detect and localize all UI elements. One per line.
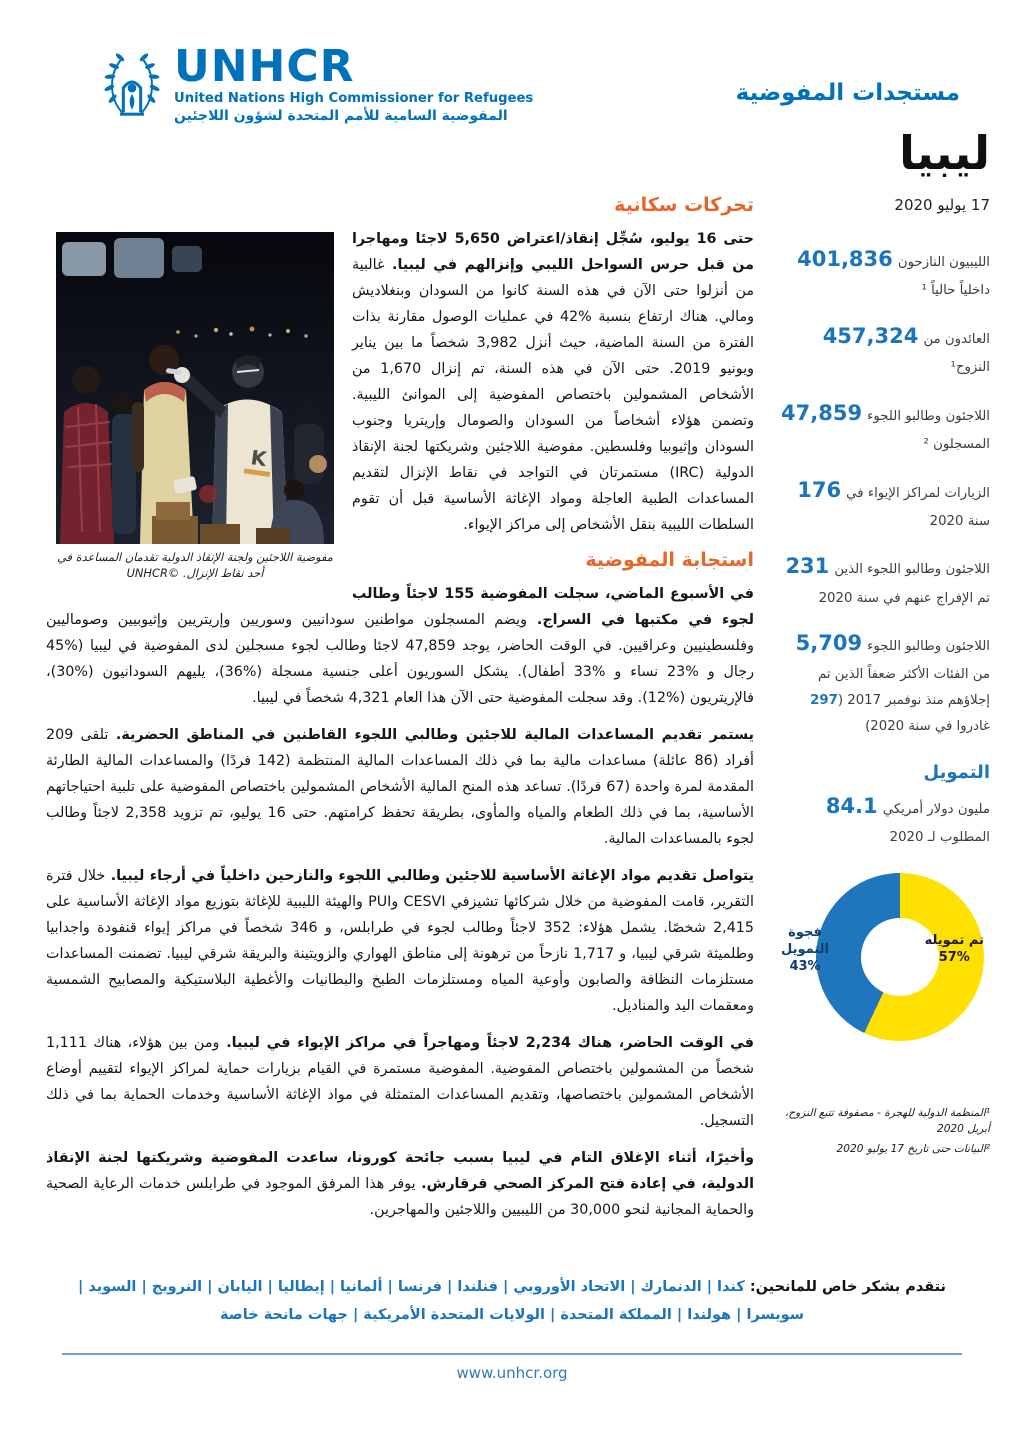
stat-value: 457,324 (822, 323, 919, 348)
footnote-2: ²البيانات حتى تاريخ 17 يوليو 2020 (836, 1142, 990, 1155)
stat-label: اللاجئون وطالبو اللجوء المسجلون ² (867, 408, 990, 452)
paragraph-body: غالبية من أنزلوا حتى الآن في هذه السنة كانوا من السودان وبنغلاديش ومالي. هناك ارتفاع بنسبة %42 في عمليات الوصول مقارنة بذات الفترة من السنة الماضية، حيث أنزل 3,982 شخصاً ما بين يناير ويونيو 2019. حتى الآن في هذه السنة، تم إنزال 1,670 من الأشخاص المشمولين باختصاص المفوضية إلى الموانئ الليبية. وتضمن هؤلاء أشخاصاً من السودان والصومال وإريتريا وجنوب السودان وإثيوبيا وفلسطين. مفوضية اللاجئين وشريكتها لجنة الإنقاذ الدولية (IRC) مستمرتان في التواجد في نقاط الإنزال لتقديم المساعدات الطبية العاجلة ومواد الإغاثة الأساسية قبل أن تقوم السلطات الليبية بنقل الأشخاص إلى مراكز الإيواء. (352, 256, 755, 533)
paragraph-body: تلقى 209 أفراد (86 عائلة) مساعدات مالية بما في ذلك المساعدات المالية المنتظمة (142 فردًا) والمساعدات المالية الطارئة المقدمة لمرة واحدة (67 فردًا). تساعد هذه المنح المالية الأشخاص المشمولين باختصاص المفوضية على تلبية احتياجاتهم الأساسية، بما في ذلك الطعام والمياه والمأوى، بطريقة تحفظ كرامتهم. حتى 16 يوليو، تم تزويد 2,358 لاجئاً وطالب لجوء بالمساعدات المالية. (46, 726, 754, 847)
stat-returnees (780, 319, 990, 379)
funding-amount-value: 84.1 (825, 794, 878, 819)
section-heading-population-movements: تحركات سكانية (614, 193, 754, 216)
logo-text-block (174, 41, 534, 124)
stat-value: 401,836 (797, 246, 893, 271)
logo-subtitle-en: United Nations High Commissioner for Refugees (174, 90, 534, 106)
section-heading-unhcr-response: استجابة المفوضية (585, 548, 754, 571)
unhcr-logotype: UNHCR (174, 41, 355, 92)
paragraph-body: يوفر هذا المرفق الموجود في طرابلس خدمات الرعاية الصحية والحماية المجانية لنحو 30,000 من الليبيين واللاجئين والمهاجرين. (46, 1175, 754, 1218)
donors-list: كندا | الدنمارك | الاتحاد الأوروبي | فنلندا | فرنسا | ألمانيا | إيطاليا | اليابان | النرويج | السويد | سويسرا | هولندا | المملكة المتحدة | الولايات المتحدة الأمريكية | جهات مانحة خاصة (77, 1279, 805, 1323)
footer (0, 1274, 1024, 1382)
paragraph-lead: في الوقت الحاضر، هناك 2,234 لاجئاً ومهاجراً في مراكز الإيواء في ليبيا. (226, 1034, 754, 1051)
stat-label: الزيارات لمراكز الإيواء في سنة 2020 (846, 485, 990, 529)
stat-value: 5,709 (795, 631, 863, 656)
footer-divider (62, 1353, 962, 1355)
paragraph-detention-centres (46, 1030, 754, 1134)
funding-section (780, 762, 990, 1157)
header (0, 0, 1024, 124)
funded-percent: 57% (938, 949, 970, 965)
funded-label: تم تمويله (924, 933, 984, 949)
svg-text:K: K (249, 444, 268, 471)
stat-label: العائدون من النزوح¹ (923, 331, 990, 375)
stat-released (780, 549, 990, 609)
funding-amount (780, 789, 990, 849)
gap-label: فجوة التمويل (781, 925, 829, 957)
paragraph-body: ويضم المسجلون مواطنين سودانيين وسوريين وإريتريين وإثيوبيين وصوماليين وفلسطينيين وعراقيين. في الوقت الحاضر، يوجد 47,859 لاجئا وطالب لجوء مسجلين لدى المفوضية في ليبيا (%45 رجال و %23 نساء و %33 أطفال). يشكل السوريون أعلى جنسية مسجلة (%36)، يليهم السودانيون (%30)، فالإريتريون (%12). وقد سجلت المفوضية حتى الآن هذا العام 4,321 شخصاً في ليبيا. (46, 611, 755, 706)
photo-figure (56, 232, 334, 582)
donors-block (52, 1274, 972, 1329)
stat-label: اللاجئون وطالبو اللجوء الذين تم الإفراج عنهم في سنة 2020 (818, 562, 990, 606)
donut-label-gap (778, 925, 832, 976)
donors-intro: نتقدم بشكر خاص للمانحين: (749, 1279, 947, 1295)
stat-evacuated (780, 626, 990, 738)
funding-heading: التمويل (923, 762, 990, 784)
paragraph-body: خلال فترة التقرير، قامت المفوضية من خلال شركائها تشيزفي CESVI وPUI والهيئة الليبية للإغاثة بتوزيع مواد الإغاثة الأساسية على 2,415 شخصًا. يشمل هؤلاء: 352 لاجئاً وطالب لجوء في طرابلس، و 346 شخصاً في مراكز إيواء قنفودة واجدابيا وطلميثة شرقي ليبيا، و 1,717 نازحاً من ترهونة إلى مناطق الهواري والزويتينة والبريقة شرقي ليبيا. تضمنت المساعدات مستلزمات النظافة والصابون وأوعية المياه ومستلزمات الطبخ والبطانيات والأغطية البلاستيكية والمصابيح الشمسية ومعقمات اليد والمناديل. (46, 867, 755, 1014)
unhcr-logo (102, 41, 534, 124)
stat-label-part: غادروا في سنة 2020) (865, 719, 990, 735)
footnote-1: ¹المنظمة الدولية للهجرة - مصفوفة تتبع النزوح، أبريل 2020 (784, 1107, 990, 1136)
paragraph-registration (46, 581, 754, 711)
content-columns (0, 124, 1024, 1234)
paragraph-lead: في الأسبوع الماضي، سجلت المفوضية 155 لاجئاً وطالب لجوء في مكتبها في السراج. (352, 585, 754, 628)
paragraph-lead: يتواصل تقديم مواد الإغاثة الأساسية للاجئين وطالبي اللجوء والنازحين داخلياً في أرجاء ليبيا. (110, 867, 754, 884)
stat-value: 176 (797, 477, 842, 502)
page-date: 17 يوليو 2020 (894, 195, 990, 214)
website-link[interactable]: www.unhcr.org (456, 1364, 568, 1383)
funding-donut-chart (781, 873, 984, 1041)
photo-caption: مفوضية اللاجئين ولجنة الإنقاذ الدولية تقدمان المساعدة في أحد نقاط الإنزال. ©UNHCR (57, 549, 333, 581)
doc-type-title: مستجدات المفوضية (735, 80, 960, 106)
paragraph-cash-assistance (46, 722, 754, 852)
funding-amount-desc: مليون دولار أمريكي المطلوب لـ 2020 (882, 802, 990, 846)
stat-highlight: 297 (810, 693, 838, 709)
donut-label-funded (925, 933, 984, 967)
unhcr-emblem-icon (102, 46, 162, 122)
paragraph-body: ومن بين هؤلاء، هناك 1,111 شخصاً من المشمولين باختصاص المفوضية. المفوضية مستمرة في القيام بزيارات حماية لمراكز الإيواء لتقييم أوضاع الأشخاص المشمولين باختصاصها، وتقديم المساعدات المتمثلة في مواد الإغاثة الأساسية وخدمات الحماية بما في ذلك التسجيل. (46, 1034, 754, 1129)
paragraph-lead: يستمر تقديم المساعدات المالية للاجئين وطالبي اللجوء القاطنين في المناطق الحضرية. (115, 726, 754, 743)
disembarkation-photo (56, 232, 334, 544)
logo-subtitle-ar: المفوضية السامية للأمم المتحدة لشؤون اللاجئين (174, 107, 508, 124)
stat-value: 47,859 (781, 400, 863, 425)
paragraph-core-relief-items (46, 863, 754, 1019)
paragraph-lead: وأخيرًا، أثناء الإغلاق التام في ليبيا بسبب جائحة كورونا، ساعدت المفوضية وشريكتها لجنة الإنقاذ الدولية، في إعادة فتح المركز الصحي قرقارش. (46, 1149, 754, 1192)
gap-percent: 43% (789, 958, 821, 974)
sidebar (780, 126, 990, 1234)
stat-idps (780, 242, 990, 302)
page-title: ليبيا (899, 125, 990, 180)
main-column (46, 126, 754, 1234)
stat-value: 231 (785, 554, 830, 579)
stat-label: الليبيون النازحون داخلياً حالياً ¹ (897, 254, 990, 298)
stat-registered-refugees (780, 396, 990, 456)
footnotes (780, 1105, 990, 1157)
stat-label-part: اللاجئون وطالبو اللجوء من الفئات الأكثر ضعفاً الذين تم إجلاؤهم منذ نوفمبر 2017 ( (818, 639, 990, 709)
paragraph-health-centre (46, 1145, 754, 1223)
stat-detention-visits (780, 473, 990, 533)
paragraph-lead: حتى 16 يوليو، سُجِّل إنقاذ/اعتراض 5,650 لاجئا ومهاجرا من قبل حرس السواحل الليبي وإنزالهم في ليبيا. (352, 230, 754, 273)
